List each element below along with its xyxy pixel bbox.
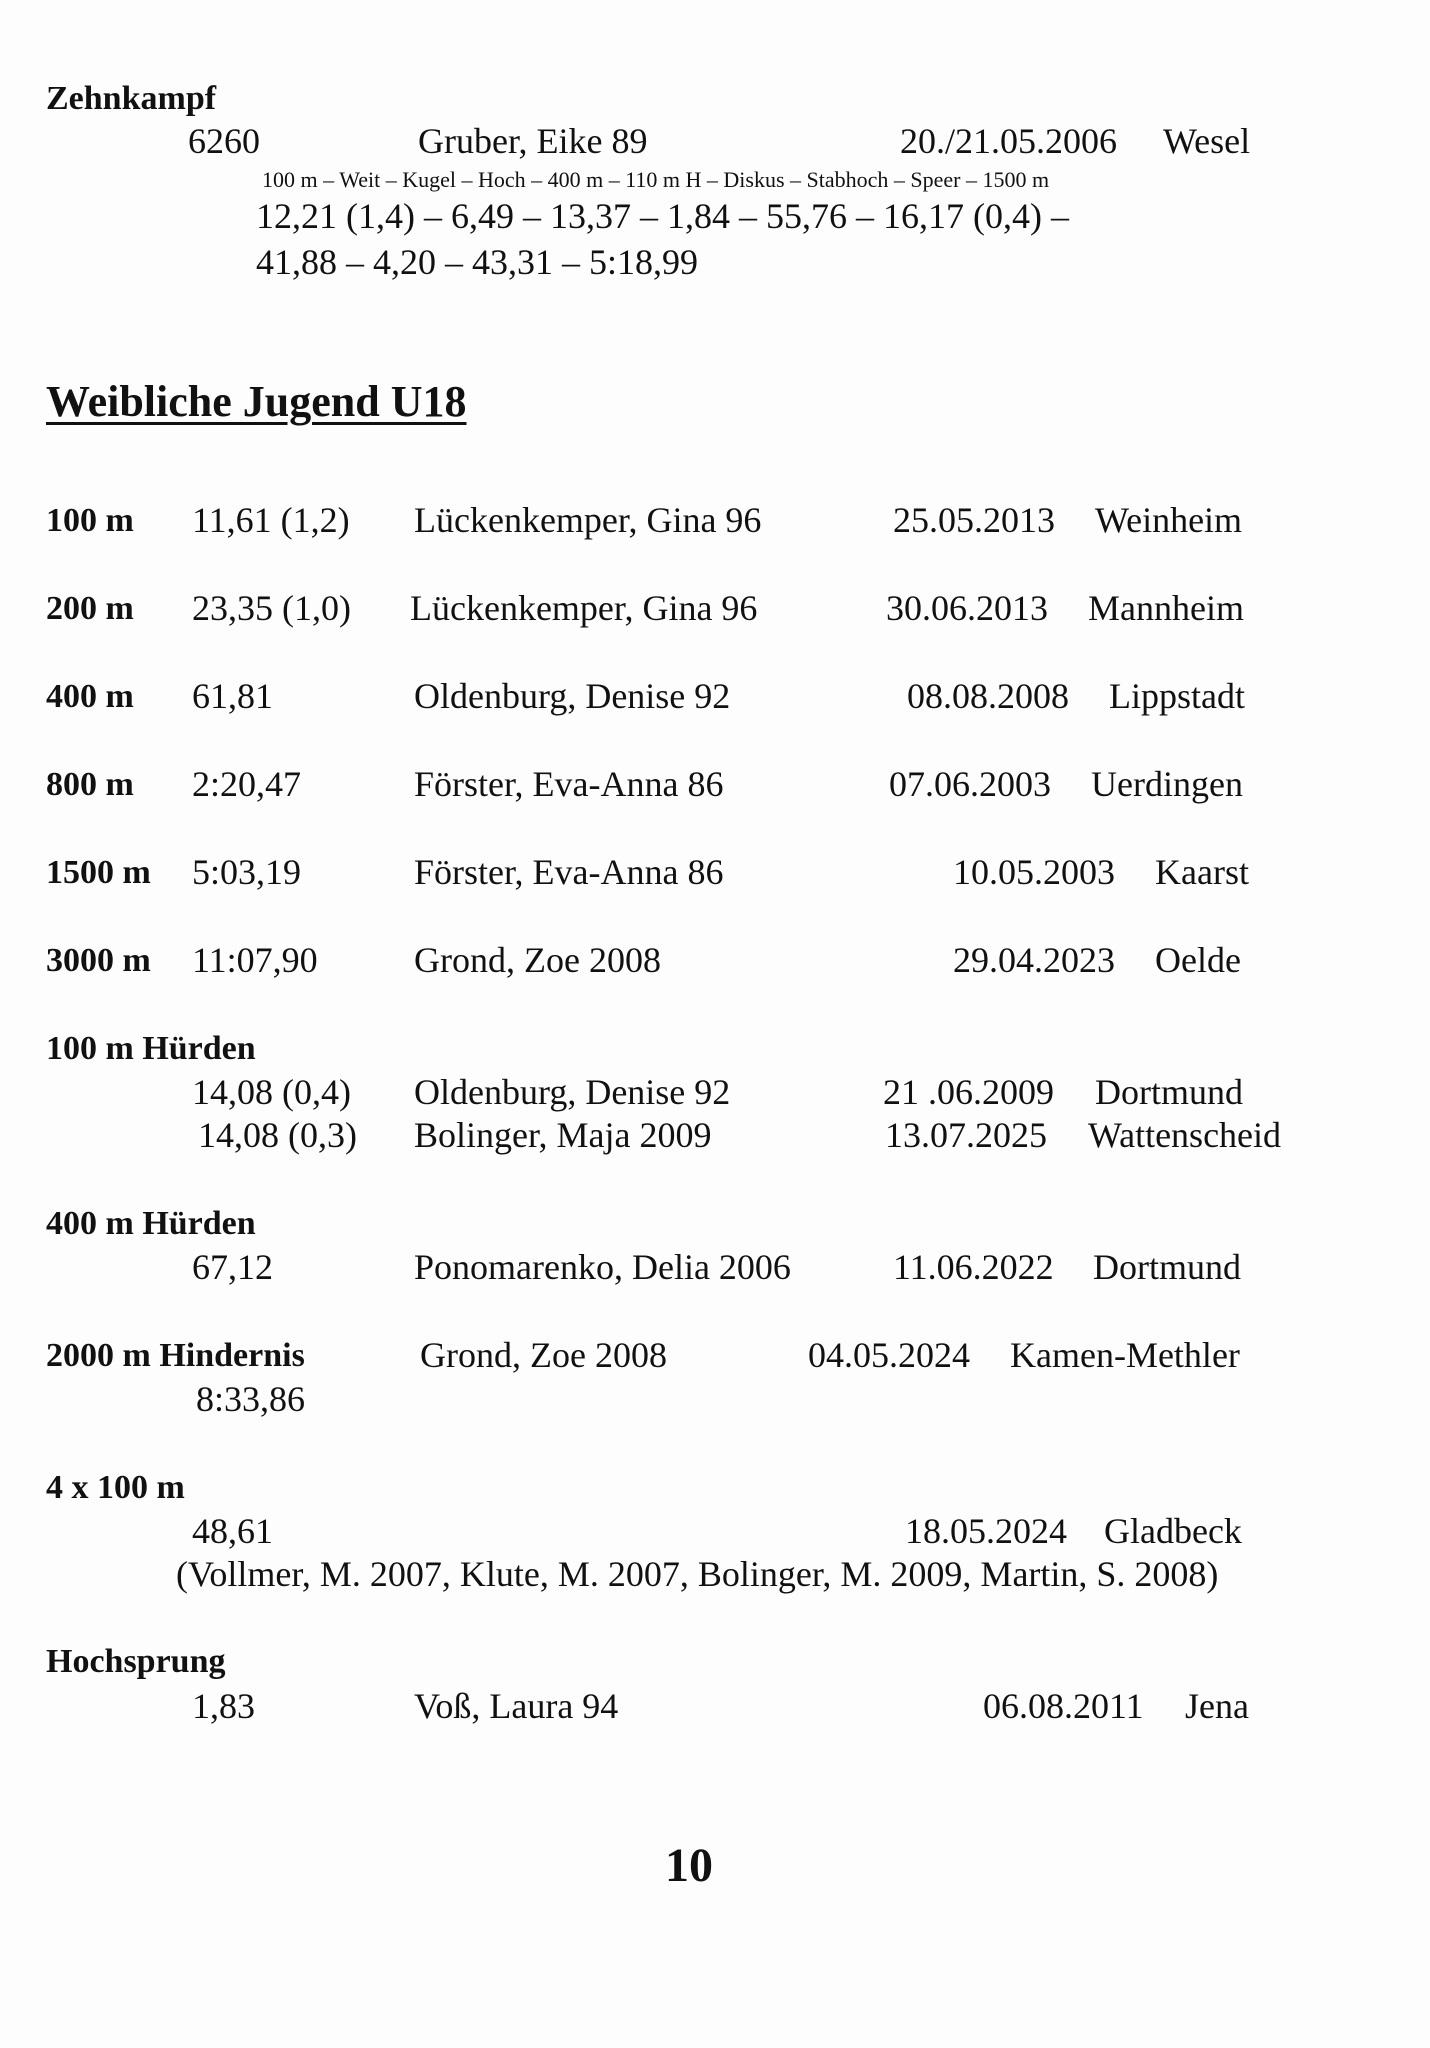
record-athlete: Grond, Zoe 2008 bbox=[414, 940, 661, 980]
record-athlete: Lückenkemper, Gina 96 bbox=[410, 588, 758, 628]
decathlon-points: 6260 bbox=[188, 121, 260, 161]
record-athlete: Ponomarenko, Delia 2006 bbox=[414, 1247, 791, 1287]
event-name: 4 x 100 m bbox=[46, 1469, 185, 1506]
event-name: 400 m bbox=[46, 678, 134, 715]
record-result: 14,08 (0,4) bbox=[192, 1072, 351, 1112]
record-date: 08.08.2008 bbox=[907, 676, 1069, 716]
event-name: 2000 m Hindernis bbox=[46, 1337, 305, 1374]
record-athlete: Voß, Laura 94 bbox=[414, 1686, 619, 1726]
record-date: 04.05.2024 bbox=[808, 1335, 970, 1375]
record-place: Lippstadt bbox=[1109, 676, 1245, 716]
event-name: Hochsprung bbox=[46, 1643, 226, 1680]
record-athlete: Oldenburg, Denise 92 bbox=[414, 676, 731, 716]
record-result: 48,61 bbox=[192, 1511, 273, 1551]
record-result: 1,83 bbox=[192, 1686, 255, 1726]
record-result: 8:33,86 bbox=[196, 1379, 306, 1419]
record-date: 21 .06.2009 bbox=[883, 1072, 1054, 1112]
record-place: Uerdingen bbox=[1091, 764, 1243, 804]
decathlon-results-line2: 41,88 – 4,20 – 43,31 – 5:18,99 bbox=[256, 242, 699, 282]
record-result: 67,12 bbox=[192, 1247, 273, 1287]
record-date: 18.05.2024 bbox=[905, 1511, 1067, 1551]
event-name: 400 m Hürden bbox=[46, 1205, 256, 1242]
record-result: 14,08 (0,3) bbox=[198, 1115, 357, 1155]
record-place: Kaarst bbox=[1155, 852, 1249, 892]
event-name: 800 m bbox=[46, 766, 134, 803]
event-name: 3000 m bbox=[46, 942, 151, 979]
record-date: 10.05.2003 bbox=[953, 852, 1115, 892]
record-place: Wattenscheid bbox=[1088, 1115, 1282, 1155]
record-date: 07.06.2003 bbox=[889, 764, 1051, 804]
record-place: Gladbeck bbox=[1104, 1511, 1242, 1551]
event-name: 100 m Hürden bbox=[46, 1030, 256, 1067]
record-athlete: Grond, Zoe 2008 bbox=[420, 1335, 667, 1375]
record-result: 11:07,90 bbox=[192, 940, 318, 980]
record-date: 11.06.2022 bbox=[893, 1247, 1054, 1287]
record-date: 13.07.2025 bbox=[885, 1115, 1047, 1155]
decathlon-title: Zehnkampf bbox=[46, 80, 217, 117]
decathlon-athlete: Gruber, Eike 89 bbox=[418, 121, 648, 161]
record-result: 23,35 (1,0) bbox=[192, 588, 351, 628]
event-name: 200 m bbox=[46, 590, 134, 627]
record-athlete: Oldenburg, Denise 92 bbox=[414, 1072, 731, 1112]
record-athlete: Förster, Eva-Anna 86 bbox=[414, 852, 724, 892]
record-place: Dortmund bbox=[1093, 1247, 1241, 1287]
record-place: Dortmund bbox=[1095, 1072, 1243, 1112]
record-date: 06.08.2011 bbox=[983, 1686, 1144, 1726]
record-place: Weinheim bbox=[1095, 500, 1243, 540]
record-result: 5:03,19 bbox=[192, 852, 302, 892]
page-number: 10 bbox=[665, 1839, 713, 1892]
relay-team: (Vollmer, M. 2007, Klute, M. 2007, Bolinger, M. 2009, Martin, S. 2008) bbox=[176, 1554, 1219, 1594]
record-athlete: Lückenkemper, Gina 96 bbox=[414, 500, 762, 540]
record-date: 30.06.2013 bbox=[886, 588, 1048, 628]
decathlon-results-line1: 12,21 (1,4) – 6,49 – 13,37 – 1,84 – 55,76 – 16,17 (0,4) – bbox=[256, 196, 1069, 236]
record-place: Kamen-Methler bbox=[1010, 1335, 1240, 1375]
event-name: 100 m bbox=[46, 502, 134, 539]
decathlon-place: Wesel bbox=[1163, 121, 1251, 161]
decathlon-events: 100 m – Weit – Kugel – Hoch – 400 m – 110 m H – Diskus – Stabhoch – Speer – 1500 m bbox=[262, 167, 1050, 192]
record-date: 25.05.2013 bbox=[893, 500, 1055, 540]
section-title: Weibliche Jugend U18 bbox=[46, 377, 467, 426]
record-athlete: Bolinger, Maja 2009 bbox=[414, 1115, 712, 1155]
record-date: 29.04.2023 bbox=[953, 940, 1115, 980]
record-place: Mannheim bbox=[1088, 588, 1244, 628]
record-place: Jena bbox=[1185, 1686, 1249, 1726]
decathlon-date: 20./21.05.2006 bbox=[900, 121, 1118, 161]
record-result: 2:20,47 bbox=[192, 764, 302, 804]
record-athlete: Förster, Eva-Anna 86 bbox=[414, 764, 724, 804]
event-name: 1500 m bbox=[46, 854, 151, 891]
record-result: 11,61 (1,2) bbox=[192, 500, 350, 540]
record-result: 61,81 bbox=[192, 676, 273, 716]
record-place: Oelde bbox=[1155, 940, 1241, 980]
